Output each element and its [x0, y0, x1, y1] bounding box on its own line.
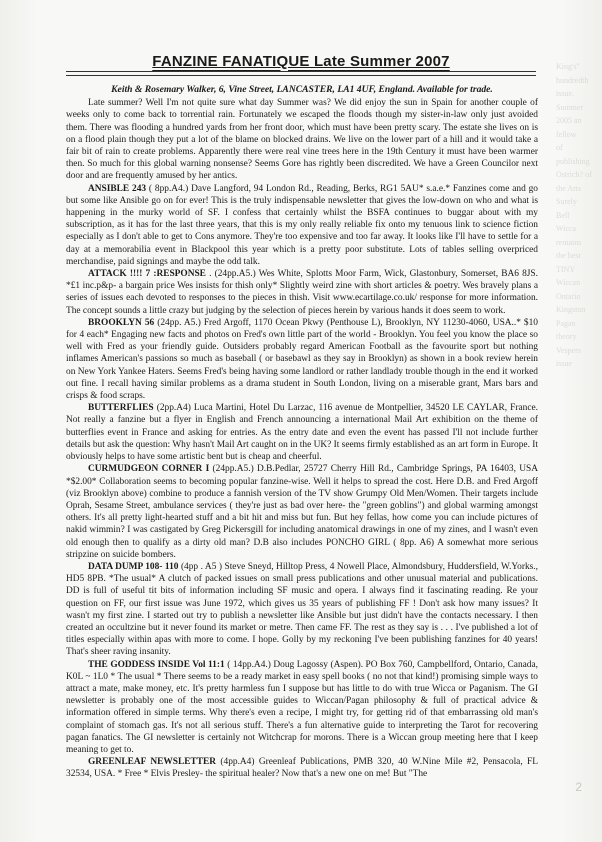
review-entry — [66, 183, 538, 268]
review-text: (2pp.A4) Luca Martini, Hotel Du Larzac, 116 avenue de Montpellier, 34520 LE CAYLAR, France. Not really a fanzine but a flyer in English and French announcing a international Mail Art exhibition on the theme of butterflies event in France and asking for entries. As the entry date and even the event has passed I'll not include further details but ask the question: Why hasn't Mail Art caught on in the UK? It seems firmly established as an art form in Europe. It obviously helps to have some artistic bent but is cheap and cheerful. — [66, 403, 538, 463]
review-text: (4pp.A4) Greenleaf Publications, PMB 320, 40 W.Nine Mile #2, Pensacola, FL 32534, USA. * Free * Elvis Presley- the spiritual healer? Now that's a new one on me! But "The — [66, 757, 538, 780]
review-entry — [66, 268, 538, 317]
zine-name: ATTACK !!!! 7 :RESPONSE — [88, 269, 206, 280]
review-text: ( 8pp.A4.) Dave Langford, 94 London Rd., Reading, Berks, RG1 5AU* s.a.e.* Fanzines come and go but some like Ansible go on for ever! This is the truly indispensable newsletter that gives the low-down on who and what is happening in the murky world of SF. I confess that certainly whilst the BSFA continues to buggar about with my subscription, as it has for the last three years, that this is my only really reliable fix onto my tenuous link to science fiction especially as I don't able to get to Cons anymore. They're too expensive and too far away. It looks like I'll have to settle for a day at a memorabilia event in Blackpool this year which is a pretty poor substitute. Lots of tables selling overpriced merchandise, paid signings and maybe the odd talk. — [66, 183, 538, 267]
show-through-text: King's" hundredth issue. Summer 2005 an fellow of publishing Ostrich? of the Arts Surely Bell Wicca remains the best TINY Wiccan Ontario Kingston Pagan theory Vespers issue — [556, 62, 592, 368]
review-entry — [66, 463, 538, 561]
editors-address: Keith & Rosemary Walker, 6, Vine Street, LANCASTER, LA1 4UF, England. Available for trade. — [111, 84, 493, 95]
zine-name: CURMUDGEON CORNER I — [88, 464, 210, 475]
review-text: (24pp.A5.) D.B.Pedlar, 25727 Cherry Hill Rd., Cambridge Springs, PA 16403, USA *$2.00* Collaboration seems to becoming popular fanzine-wise. Well it helps to spread the cost. Here D.B. and Fred Argoff (viz Brooklyn above) combine to produce a fannish version of the TV show Grumpy Old Men/Women. Their targets include Oprah, Sesame Street, ambulance services ( they're just as bad over here- the "green goblins") and global warming amongst others. It's all pretty light-hearted stuff and a bit hit and miss but fun. But hey fellas, how come you can include pictures of nakid wimmin? I was castigated by Greg Pickersgill for including anatomical drawings in one of my zines, and I wasn't even old enough then to qualify as a dirty old man? D.B also includes PONCHO GIRL ( 8pp. A6) A somewhat more serious stripzine on suicide bombers. — [66, 464, 538, 560]
zine-name: DATA DUMP 108- 110 — [88, 561, 179, 572]
review-entry — [66, 317, 538, 402]
review-text: . (24pp.A5.) Wes White, Splotts Moor Farm, Wick, Glastonbury, Somerset, BA6 8JS. *£1 inc.p&p- a bargain price Wes insists for thish only* Slightly weird zine with short articles & poetry. Wes bravely plans a series of issues each devoted to responses to the pieces in thish. Visit www.ecartilage.co.uk/ response for more information. The concept sounds a little crazy but judging by the selection of pieces herein by various hands it does seem to work. — [66, 269, 538, 316]
intro-paragraph: Late summer? Well I'm not quite sure what day Summer was? We did enjoy the sun in Spain for another couple of weeks only to come back to torrential rain. Fortunately we escaped the floods though my sister-in-law only just avoided them. There was flooding a hundred yards from her front door, which must have been pretty scary. The estate she lives on is on a flood plain though they put a lot of the blame on blocked drains. We live on the lower part of a hill and it would take a fair bit of rain to create problems. Apparently there were real vine trees here in the 19th Century it must have been warmer then. So much for this global warning nonsense? Seems Gore has rightly been discredited. We have a Green Councilor next door and are frequently amused by her antics. — [66, 98, 538, 182]
review-entry — [66, 561, 538, 659]
review-text: (4pp . A5 ) Steve Sneyd, Hilltop Press, 4 Nowell Place, Almondsbury, Huddersfield, W.Yorks., HD5 8PB. *The usual* A clutch of packed issues on small press publications and other unusual material and publications. DD is full of useful tit bits of information including SF music and opera. I always find it fascinating reading. Re your question on FF, our first issue was June 1972, which gives us 35 years of publishing FF ! Don't ask how many issues? It wasn't my first zine. I started out try to publish a newsletter like Ansible but just didn't have the contacts necessary. I then created an occultzine but it never found its market or metre. Then came FF. The rest as they say is . . . I've published a lot of titles especially within apas with more to come. I hope. Golly by my reckoning I've been publishing fanzines for 40 years! That's sheer raving insanity. — [66, 561, 538, 658]
review-entry — [66, 659, 538, 757]
zine-name: THE GODDESS INSIDE Vol 11:1 — [88, 659, 225, 670]
masthead — [66, 53, 536, 76]
title-rule — [66, 71, 536, 76]
review-entry — [66, 402, 538, 463]
review-text: ( 14pp.A4.) Doug Lagossy (Aspen). PO Box 760, Campbellford, Ontario, Canada, K0L ~ 1L0 * The usual * There seems to be a ready market in easy spell books ( no not that kind!) promising simple ways to attract a mate, make money, etc. It's pretty harmless fun I suppose but has little to do with true Wicca or Paganism. The GI newsletter is probably one of the most accessible guides to Wiccan/Pagan philosophy & full of practical advice & information offered in simple terms. Why there's even a recipe, I might try, for getting rid of that embarrassing old man's complaint of stomach gas. It's not all serious stuff. There's a fun alternative guide to interpreting the Tarot for recovering pagan fanatics. The GI newsletter is certainly not Witchcrap for morons. There is a Wiccan group meeting here that I keep meaning to get to. — [66, 659, 539, 755]
zine-name: GREENLEAF NEWSLETTER — [88, 757, 217, 768]
zine-title: FANZINE FANATIQUE Late Summer 2007 — [152, 53, 450, 70]
zine-name: BUTTERFLIES — [88, 403, 154, 414]
article-body — [66, 84, 538, 781]
review-entry — [66, 756, 538, 780]
page-number: 2 — [575, 780, 582, 794]
zine-name: ANSIBLE 243 — [88, 183, 147, 194]
review-text: (24pp. A5.) Fred Argoff, 1170 Ocean Pkwy (Penthouse L), Brooklyn, NY 11230-4060, USA..* $10 for 4 each* Engaging new facts and photos on Fred's own little part of the world - Brooklyn. You feel you know the place so well with Fred as your friendly guide. Outsiders probably regard American Football as the favourite sport but nothing inflames American's passions so much as baseball ( or basebawl as they say in Brooklyn) as shown in a book review herein on New York Yankee Haters. Seems Fred's being having some landlord or rather landlady trouble though in the end it worked out fine. I recall having similar problems as a drama student in South London, living on a miserable grant, Mars bars and crisps & food scraps. — [66, 317, 538, 402]
zine-name: BROOKLYN 56 — [88, 317, 155, 328]
